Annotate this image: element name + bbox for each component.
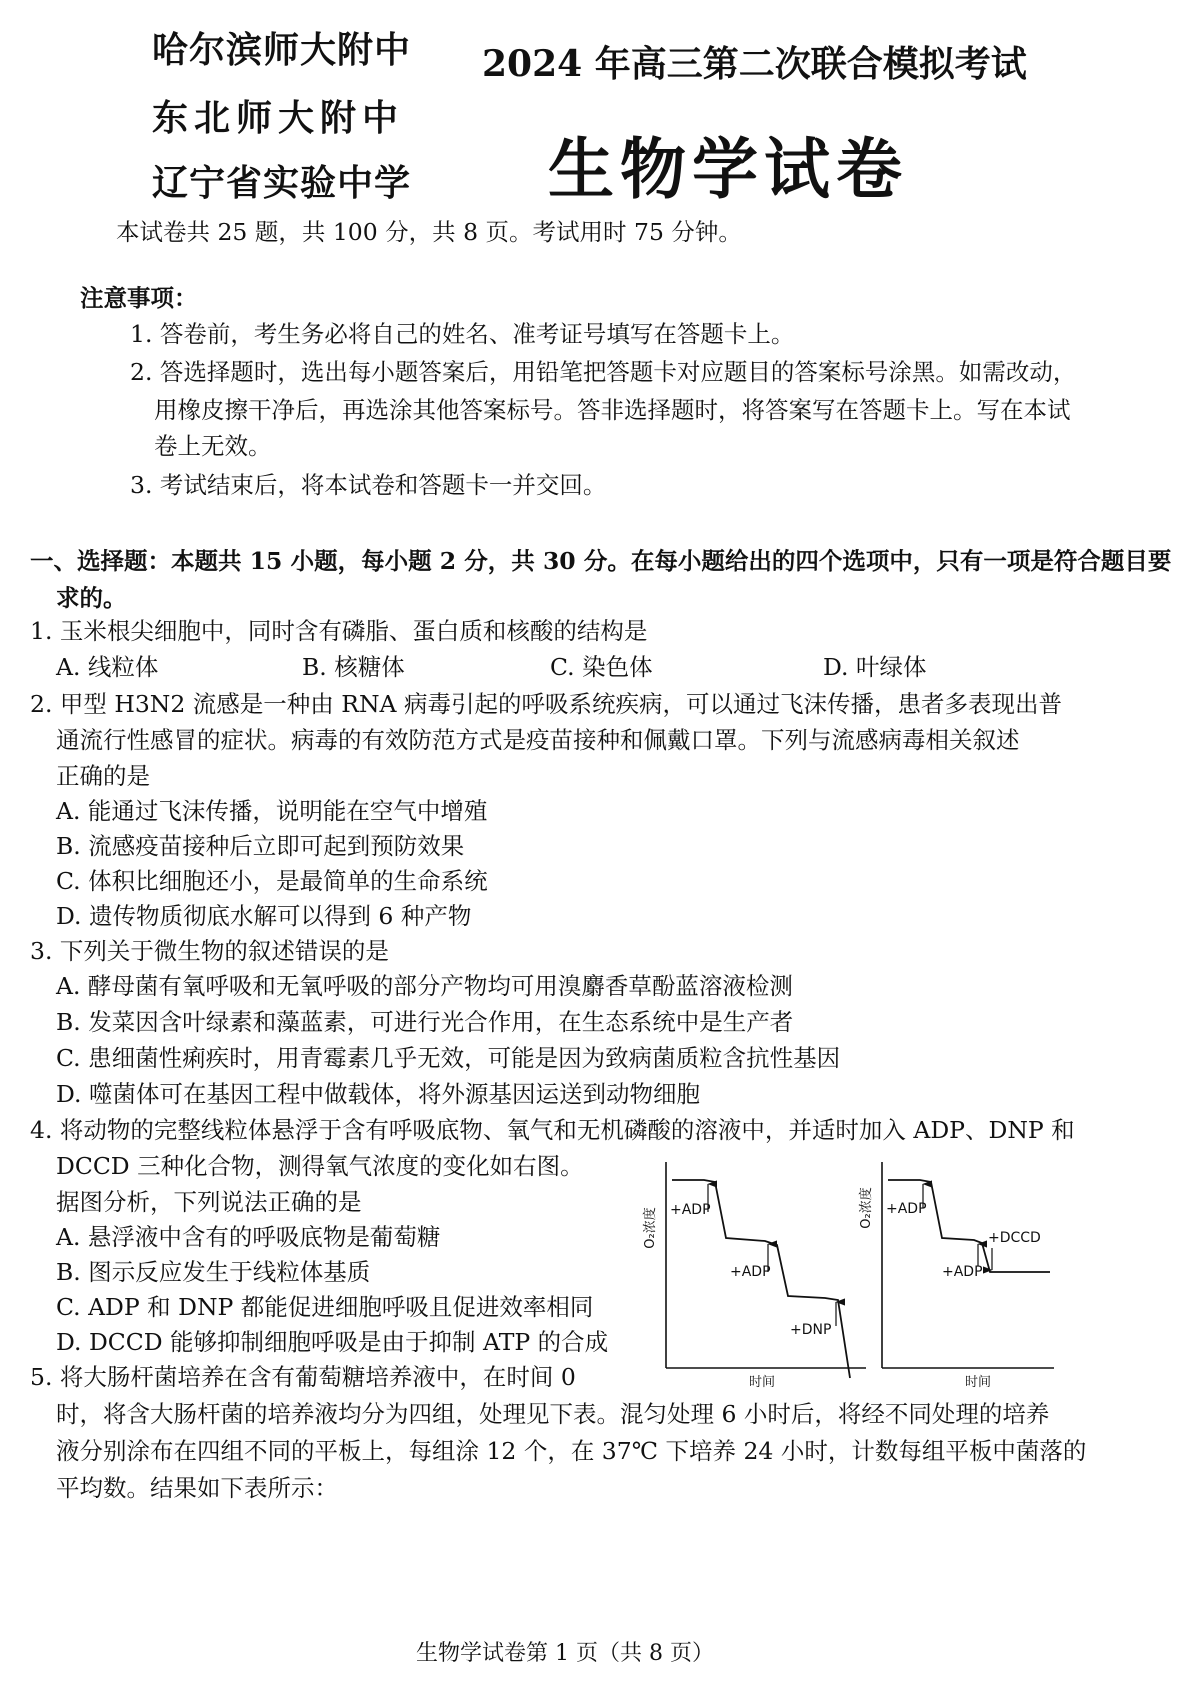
option: B. 核糖体 xyxy=(302,653,405,681)
option: B. 图示反应发生于线粒体基质 xyxy=(56,1258,371,1286)
question-stem: 4. 将动物的完整线粒体悬浮于含有呼吸底物、氧气和无机磷酸的溶液中，并适时加入 ADP、DNP 和 xyxy=(30,1116,1075,1144)
question-stem: 1. 玉米根尖细胞中，同时含有磷脂、蛋白质和核酸的结构是 xyxy=(30,617,648,645)
option: A. 酵母菌有氧呼吸和无氧呼吸的部分产物均可用溴麝香草酚蓝溶液检测 xyxy=(56,972,793,1000)
option: D. 遗传物质彻底水解可以得到 6 种产物 xyxy=(56,902,472,930)
option: D. 叶绿体 xyxy=(823,653,927,681)
question-stem: 3. 下列关于微生物的叙述错误的是 xyxy=(30,937,389,965)
y-axis-label: O₂浓度 xyxy=(859,1187,874,1229)
question-stem: 据图分析，下列说法正确的是 xyxy=(56,1188,362,1216)
question-stem: 通流行性感冒的症状。病毒的有效防范方式是疫苗接种和佩戴口罩。下列与流感病毒相关叙述 xyxy=(56,726,1020,754)
option: C. 体积比细胞还小，是最简单的生命系统 xyxy=(56,867,488,895)
option: D. 噬菌体可在基因工程中做载体，将外源基因运送到动物细胞 xyxy=(56,1080,700,1108)
option: B. 流感疫苗接种后立即可起到预防效果 xyxy=(56,832,465,860)
note-item: 2. 答选择题时，选出每小题答案后，用铅笔把答题卡对应题目的答案标号涂黑。如需改动， xyxy=(130,358,1077,386)
oxygen-graphs-figure xyxy=(640,1150,1060,1390)
intro-line: 本试卷共 25 题，共 100 分，共 8 页。考试用时 75 分钟。 xyxy=(116,218,742,246)
option: C. 患细菌性痢疾时，用青霉素几乎无效，可能是因为致病菌质粒含抗性基因 xyxy=(56,1044,841,1072)
question-stem: 5. 将大肠杆菌培养在含有葡萄糖培养液中，在时间 0 xyxy=(30,1363,576,1391)
note-item: 3. 考试结束后，将本试卷和答题卡一并交回。 xyxy=(130,471,607,499)
annotation-label: +ADP xyxy=(670,1202,711,1218)
school-name: 东北师大附中 xyxy=(152,98,405,139)
x-axis-label: 时间 xyxy=(964,1375,992,1390)
exam-title: 2024 年高三第二次联合模拟考试 xyxy=(482,43,1027,85)
note-item: 卷上无效。 xyxy=(154,432,272,460)
question-stem: 时，将含大肠杆菌的培养液均分为四组，处理见下表。混匀处理 6 小时后，将经不同处理的培养 xyxy=(56,1400,1050,1428)
option: C. 染色体 xyxy=(550,653,653,681)
option: D. DCCD 能够抑制细胞呼吸是由于抑制 ATP 的合成 xyxy=(56,1328,609,1356)
annotation-label: +DNP xyxy=(790,1322,832,1338)
question-stem: 正确的是 xyxy=(56,762,150,790)
option: C. ADP 和 DNP 都能促进细胞呼吸且促进效率相同 xyxy=(56,1293,594,1321)
school-name: 哈尔滨师大附中 xyxy=(152,30,412,71)
option: A. 悬浮液中含有的呼吸底物是葡萄糖 xyxy=(56,1223,441,1251)
option: B. 发菜因含叶绿素和藻蓝素，可进行光合作用，在生态系统中是生产者 xyxy=(56,1008,794,1036)
question-stem: 平均数。结果如下表所示： xyxy=(56,1474,338,1502)
question-stem: 液分别涂布在四组不同的平板上，每组涂 12 个，在 37℃ 下培养 24 小时，计数每组平板中菌落的 xyxy=(56,1437,1087,1465)
notes-heading: 注意事项： xyxy=(80,284,198,312)
note-item: 1. 答卷前，考生务必将自己的姓名、准考证号填写在答题卡上。 xyxy=(130,320,795,348)
note-item: 用橡皮擦干净后，再选涂其他答案标号。答非选择题时，将答案写在答题卡上。写在本试 xyxy=(154,396,1071,424)
option: A. 能通过飞沫传播，说明能在空气中增殖 xyxy=(56,797,488,825)
graph-2 xyxy=(858,1162,1054,1390)
page-footer: 生物学试卷第 1 页（共 8 页） xyxy=(416,1641,714,1666)
y-axis-label: O₂浓度 xyxy=(643,1207,658,1249)
school-name: 辽宁省实验中学 xyxy=(152,163,412,204)
annotation-label: +ADP xyxy=(730,1264,771,1280)
subject-title: 生物学试卷 xyxy=(548,131,908,208)
x-axis-label: 时间 xyxy=(748,1375,776,1390)
option: A. 线粒体 xyxy=(56,653,159,681)
graph-1 xyxy=(642,1162,866,1390)
question-stem: DCCD 三种化合物，测得氧气浓度的变化如右图。 xyxy=(56,1152,584,1180)
annotation-label: +DCCD xyxy=(988,1230,1041,1246)
annotation-label: +ADP xyxy=(886,1201,927,1217)
question-stem: 2. 甲型 H3N2 流感是一种由 RNA 病毒引起的呼吸系统疾病，可以通过飞沫传播，患者多表现出普 xyxy=(30,690,1062,718)
section-heading: 求的。 xyxy=(56,584,127,612)
oxygen-curve xyxy=(888,1180,1050,1272)
annotation-label: +ADP xyxy=(942,1264,983,1280)
section-heading: 一、选择题：本题共 15 小题，每小题 2 分，共 30 分。在每小题给出的四个选项中，只有一项是符合题目要 xyxy=(30,547,1172,575)
